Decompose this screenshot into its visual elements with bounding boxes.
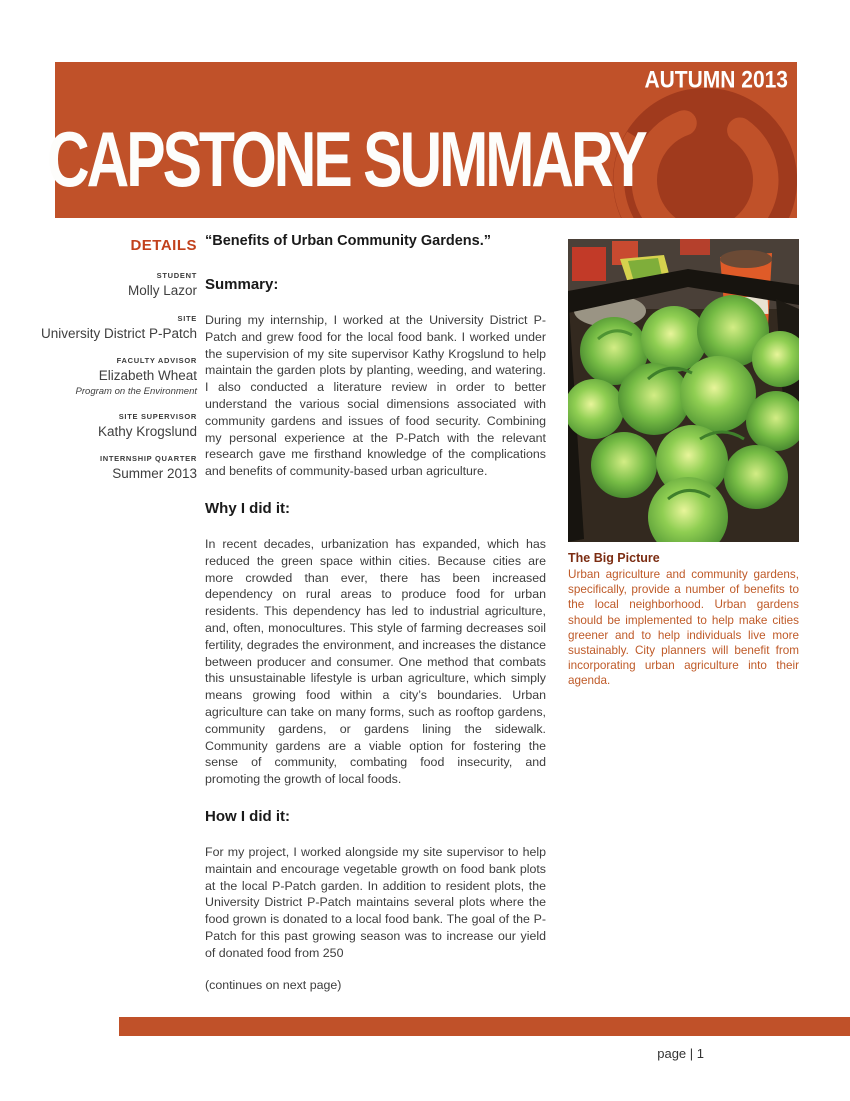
article-title: “Benefits of Urban Community Gardens.” bbox=[205, 233, 492, 249]
detail-note: Program on the Environment bbox=[75, 385, 197, 397]
detail-value: Summer 2013 bbox=[112, 466, 197, 481]
caption-title: The Big Picture bbox=[568, 551, 660, 565]
detail-site bbox=[40, 314, 197, 342]
footer-bar bbox=[119, 1017, 850, 1036]
garden-photo bbox=[568, 239, 799, 542]
issue-date: AUTUMN 2013 bbox=[644, 67, 788, 94]
caption-body: Urban agriculture and community gardens, specifically, provide a number of benefits to the local neighborhood. Urban gardens should be implemented to help make cities greener and to help individuals live more sustainably. City planners will benefit from incorporating urban agriculture into their agenda. bbox=[568, 568, 799, 688]
detail-internship-quarter bbox=[40, 454, 197, 482]
detail-value: Elizabeth Wheat bbox=[98, 368, 197, 383]
section-heading-how: How I did it: bbox=[205, 807, 290, 825]
detail-faculty-advisor bbox=[40, 356, 197, 397]
section-heading-why: Why I did it: bbox=[205, 499, 290, 517]
detail-label: STUDENT bbox=[156, 271, 197, 280]
detail-student bbox=[40, 271, 197, 299]
section-body-why: In recent decades, urbanization has expanded, which has reduced the green space within cities. Because cities are more crowded than ever, there has been increased dependency on rural areas to produce food for urban residents. This dependency has led to industrial agriculture, and, often, monocultures. This style of farming decreases soil fertility, degrades the environment, and increases the distance between producer and consumer. One method that combats this unsustainable lifestyle is urban agriculture, which simply means growing food within a city’s boundaries. Urban agriculture can take on many forms, such as rooftop gardens, community gardens, or gardens lining the sidewalk. Community gardens are a viable option for fostering the sense of community, combating food insecurity, and promoting the growth of local foods. bbox=[205, 536, 546, 787]
section-heading-summary: Summary: bbox=[205, 276, 279, 293]
detail-label: INTERNSHIP QUARTER bbox=[99, 454, 197, 463]
article-column bbox=[205, 233, 546, 992]
detail-label: FACULTY ADVISOR bbox=[116, 356, 197, 365]
page-title: CAPSTONE SUMMARY bbox=[47, 115, 645, 203]
detail-value: Molly Lazor bbox=[127, 283, 197, 298]
details-sidebar bbox=[40, 237, 197, 497]
detail-label: SITE bbox=[177, 313, 197, 323]
continuation-note: (continues on next page) bbox=[205, 977, 342, 992]
detail-label: SITE SUPERVISOR bbox=[118, 411, 197, 421]
detail-value: Kathy Krogslund bbox=[97, 423, 197, 439]
details-heading: DETAILS bbox=[130, 237, 197, 254]
detail-site-supervisor bbox=[40, 412, 197, 440]
section-body-summary: During my internship, I worked at the University District P-Patch and grew food for the local food bank. I worked under the supervision of my site supervisor Kathy Krogslund to help maintain the garden plots by planting, weeding, and watering. I also conducted a literature review in order to better understand the various social dimensions associated with community gardens and issues of food security. Combining my personal experience at the P-Patch with the relevant research gave me firsthand knowledge of the complications and benefits of community-based urban agriculture. bbox=[205, 313, 546, 479]
section-body-how: For my project, I worked alongside my site supervisor to help maintain and encourage vegetable growth on food bank plots at the local P-Patch garden. In addition to resident plots, the University District P-Patch maintains several plots where the food grown is donated to a local food bank. The goal of the P-Patch for this past growing season was to increase our yield of donated food from 250 bbox=[205, 844, 546, 960]
detail-value: University District P-Patch bbox=[40, 325, 197, 341]
page-number: page | 1 bbox=[657, 1046, 704, 1061]
aside-column bbox=[568, 239, 799, 689]
